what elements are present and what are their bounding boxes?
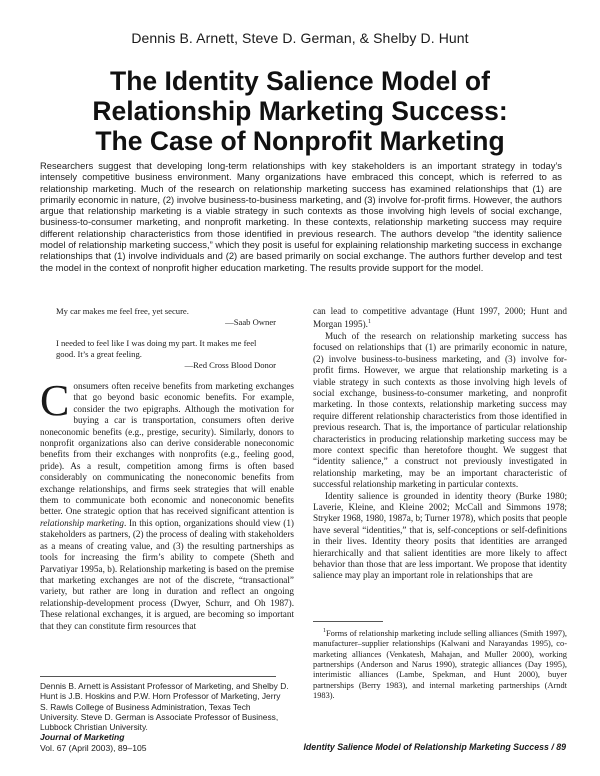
epigraph-quote: I needed to feel like I was doing my part. It makes me feel good. It’s a great feeling.	[56, 338, 257, 359]
footnote	[313, 626, 567, 702]
title-line-3: The Case of Nonprofit Marketing	[95, 126, 505, 156]
abstract: Researchers suggest that developing long-term relationships with key stakeholders is an important strategy in today’s intensely competitive business environment. Many organizations have embraced this concept, which is referred to as relationship marketing. Much of the research on relationship marketing success has examined relationships that (1) are primarily economic in nature, (2) involve business-to-business marketing, and (3) involve for-profit firms. However, the authors argue that relationship marketing is a viable strategy in such contexts as those involving high levels of social exchange, business-to-consumer marketing, and nonprofit marketing. In these contexts, relationship marketing success may require different relationship characteristics from those identified in previous research. The authors develop “the identity salience model of relationship marketing success,” which they posit is useful for explaining relationship marketing success in exchange relationships that (1) involve individuals and (2) are based primarily on social exchange. The authors further develop and test the model in the context of nonprofit higher education marketing. The results provide support for the model.	[40, 160, 562, 273]
footnote-ref[interactable]: 1	[367, 319, 371, 326]
intro-italic-term: relationship marketing	[40, 517, 124, 528]
epigraph-2	[40, 338, 294, 371]
journal-info	[40, 732, 147, 753]
title-line-1: The Identity Salience Model of	[110, 66, 490, 96]
footnote-marker: 1	[323, 628, 326, 634]
paper-title	[60, 66, 540, 156]
right-paragraph-2: Much of the research on relationship marketing success has focused on relationships that (1) are primarily economic in nature, (2) involve business-to-business marketing, and (3) involve for-profit firms. However, we argue that relationship marketing is a viable strategy in such contexts as those involving high levels of social exchange, business-to-consumer marketing, and nonprofit marketing. In those contexts, relationship marketing success may require different relationship characteristics from those identified in previous research. That is, the importance of particular relationship characteristics in producing relationship marketing success may be more context specific than heretofore thought. We suggest that “identity salience,” a construct not previously investigated in relationship marketing, may be an important characteristic of successful relationship marketing in particular contexts.	[313, 330, 567, 490]
intro-text-end: . In this option, organizations should view (1) stakeholders as partners, (2) the process of dealing with stakeholders as a means of creating value, and (3) the resulting partnerships as tools for increasing the firm’s ability to compete (Sheth and Parvatiyar 1995a, b). Relationship marketing is based on the premise that marketing exchanges are not of the discrete, “transactional” variety, but rather are long in duration and reflect an ongoing relationship-development process (Dwyer, Schurr, and Oh 1987). These relational exchanges, it is argued, are becoming so important that they can constitute firm resources that	[40, 517, 294, 631]
right-paragraph-3: Identity salience is grounded in identity theory (Burke 1980; Laverie, Kleine, and Kleine 2002; McCall and Simmons 1978; Stryker 1968, 1980, 1987a, b; Turner 1978), which posits that people have several “identities,” that is, self-conceptions or self-definitions in their lives. Identity theory posits that identities are arranged hierarchically and that salient identities are more likely to affect behavior than those that are less important. We propose that identity salience may play an important role in relationships that are	[313, 490, 567, 581]
epigraph-1	[40, 306, 294, 328]
author-affiliation: Dennis B. Arnett is Assistant Professor of Marketing, and Shelby D. Hunt is J.B. Hoskins and P.W. Horn Professor of Marketing, Jerry S. Rawls College of Business Administration, Texas Tech University. Steve D. German is Associate Professor of Business, Lubbock Christian University.	[40, 681, 289, 733]
author-list: Dennis B. Arnett, Steve D. German, & Shelby D. Hunt	[131, 30, 469, 46]
left-column	[40, 306, 294, 632]
right-column	[313, 306, 567, 582]
footnote-divider	[313, 621, 383, 622]
epigraph-source: —Red Cross Blood Donor	[184, 360, 276, 370]
right-para1-text: can lead to competitive advantage (Hunt 1997, 2000; Hunt and Morgan 1995).	[313, 306, 567, 330]
journal-volume: Vol. 67 (April 2003), 89–105	[40, 742, 147, 753]
epigraph-quote: My car makes me feel free, yet secure.	[56, 306, 189, 316]
running-footer: Identity Salience Model of Relationship Marketing Success / 89	[303, 742, 566, 752]
right-paragraph-1	[313, 306, 567, 331]
drop-cap: C	[40, 376, 70, 425]
journal-name: Journal of Marketing	[40, 732, 125, 742]
epigraph-source: —Saab Owner	[225, 317, 276, 327]
intro-paragraph	[40, 376, 294, 632]
intro-text: onsumers often receive benefits from marketing exchanges that go beyond basic economic benefits. For example, consider the two epigraphs. Although the motivation for buying a car is transportation, consumers often derive noneconomic benefits (e.g., prestige, security). Similarly, donors to nonprofit organizations also can derive considerable noneconomic benefits from their exchanges with nonprofits (e.g., feeling good, pride). As a result, competition among firms is often based considerably on communicating the noneconomic benefits from exchange relationships, and firms seek strategies that will enable them to communicate both economic and noneconomic benefits better. One strategic option that has received significant attention is	[40, 381, 294, 517]
footnote-text: Forms of relationship marketing include selling alliances (Smith 1997), manufacturer–supplier relationships (Kalwani and Narayandas 1995), co-marketing alliances (Venkatesh, Mahajan, and Muller 2000), working partnerships (Anderson and Narus 1990), strategic alliances (Day 1995), interimistic alliances (Lambe, Spekman, and Hunt 2000), buyer partnerships (Berry 1983), and internal marketing partnerships (Arndt 1983).	[313, 628, 567, 701]
title-line-2: Relationship Marketing Success:	[92, 96, 508, 126]
affiliation-divider	[40, 676, 276, 677]
